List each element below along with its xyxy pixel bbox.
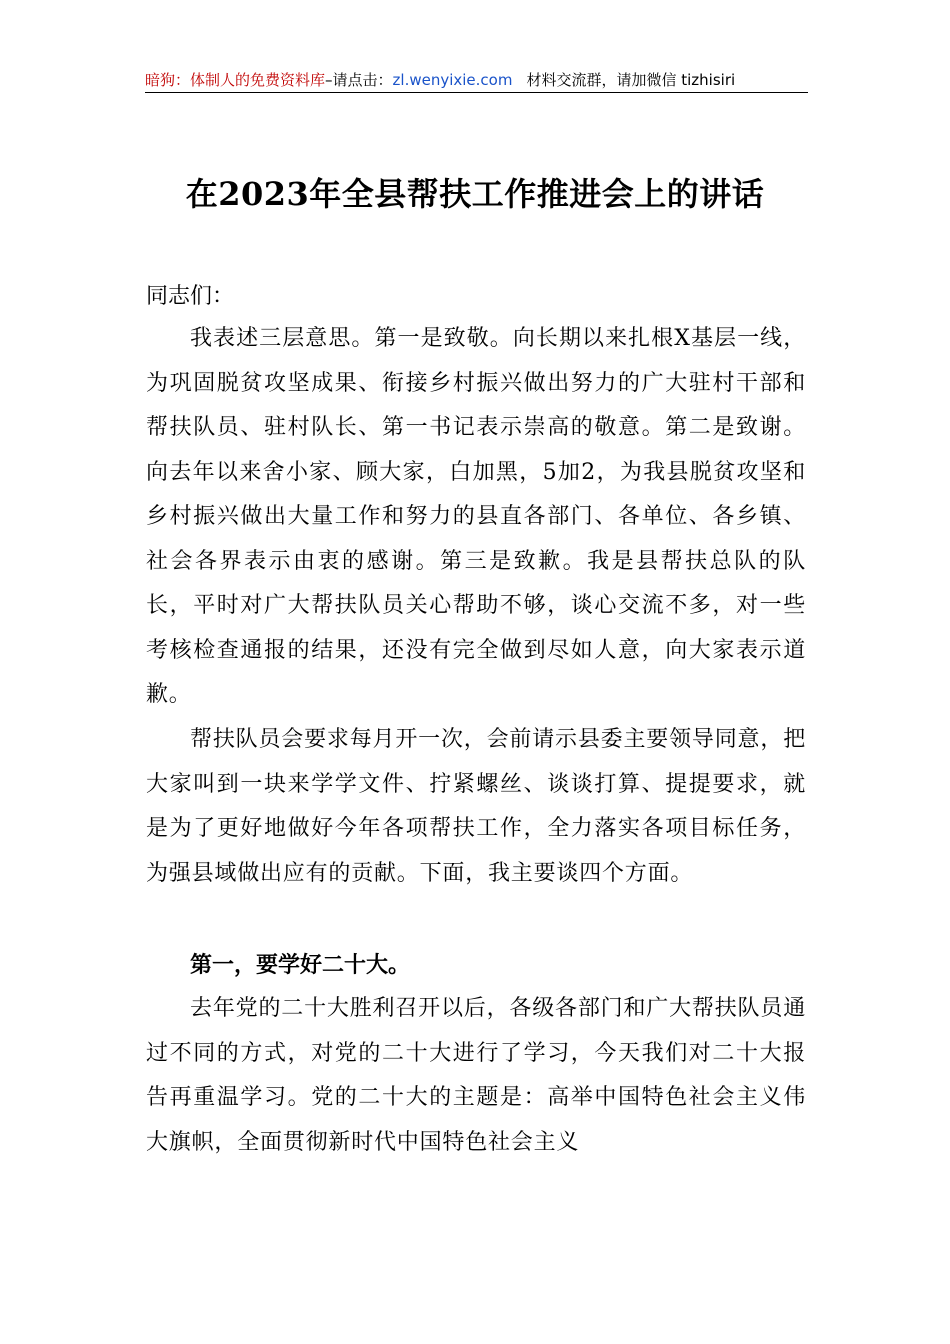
header-url-link[interactable]: zl.wenyixie.com xyxy=(392,71,513,89)
body-paragraph-1: 我表述三层意思。第一是致敬。向长期以来扎根X基层一线，为巩固脱贫攻坚成果、衔接乡村振兴做出努力的广大驻村干部和帮扶队员、驻村队长、第一书记表示崇高的敬意。第二是致谢。向去年以来舍小家、顾大家，白加黑，5加2，为我县脱贫攻坚和乡村振兴做出大量工作和努力的县直各部门、各单位、各乡镇、社会各界表示由衷的感谢。第三是致歉。我是县帮扶总队的队长，平时对广大帮扶队员关心帮助不够，谈心交流不多，对一些考核检查通报的结果，还没有完全做到尽如人意，向大家表示道歉。 xyxy=(146,326,806,707)
section-paragraph: 去年党的二十大胜利召开以后，各级各部门和广大帮扶队员通过不同的方式，对党的二十大进行了学习，今天我们对二十大报告再重温学习。党的二十大的主题是：高举中国特色社会主义伟大旗帜，全面贯彻新时代中国特色社会主义 xyxy=(146,996,806,1155)
header-site-name: 暗狗：体制人的免费资料库 xyxy=(145,71,326,89)
header-click-prompt: –请点击： xyxy=(325,71,393,89)
page-header xyxy=(145,70,808,93)
salutation: 同志们： xyxy=(146,284,235,309)
section-heading: 第一，要学好二十大。 xyxy=(190,952,411,978)
body-paragraph-2: 帮扶队员会要求每月开一次，会前请示县委主要领导同意，把大家叫到一块来学学文件、拧紧螺丝、谈谈打算、提提要求，就是为了更好地做好今年各项帮扶工作，全力落实各项目标任务，为强县域做出应有的贡献。下面，我主要谈四个方面。 xyxy=(146,727,806,886)
header-group-text: 材料交流群，请加微信 tizhisiri xyxy=(526,71,736,89)
document-title: 在2023年全县帮扶工作推进会上的讲话 xyxy=(185,175,765,213)
